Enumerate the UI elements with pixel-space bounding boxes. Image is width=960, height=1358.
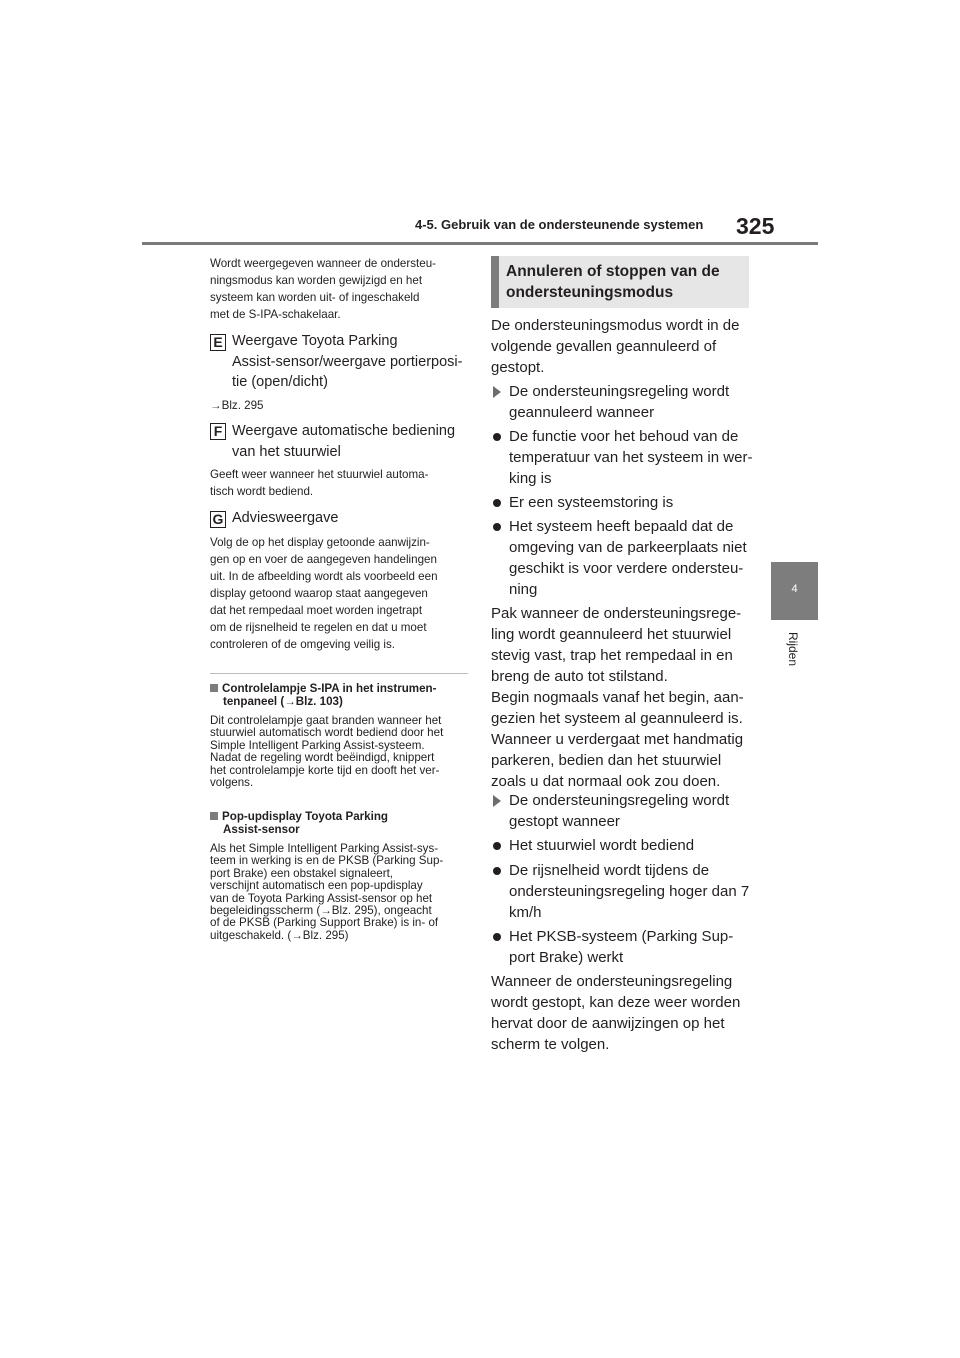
text-line: gezien het systeem al geannuleerd is. bbox=[491, 710, 743, 727]
text-line: geannuleerd wanneer bbox=[509, 404, 655, 421]
text-line: Assist-sensor/weergave portierposi- bbox=[232, 353, 463, 370]
dot-bullet-icon bbox=[493, 433, 501, 441]
chapter-label: Rijden bbox=[786, 632, 800, 667]
text-line: ningsmodus kan worden gewijzigd en het bbox=[210, 274, 423, 287]
text-line: Weergave Toyota Parking bbox=[232, 333, 398, 349]
triangle-bullet-icon bbox=[493, 795, 501, 807]
heading-line: Annuleren of stoppen van de bbox=[506, 263, 720, 280]
text-line: volgens. bbox=[210, 776, 254, 790]
callout-letter-g: G bbox=[210, 511, 226, 528]
text-line: Simple Intelligent Parking Assist-systeem. bbox=[210, 738, 425, 752]
text-line: Volg de op het display getoonde aanwijzin- bbox=[210, 536, 430, 549]
text-line: De ondersteuningsmodus wordt in de bbox=[491, 317, 740, 334]
text-line: dat het rempedaal moet worden ingetrapt bbox=[210, 604, 423, 617]
text-line: uit. In de afbeelding wordt als voorbeeld een bbox=[210, 570, 438, 583]
text-line: omgeving van de parkeerplaats niet bbox=[509, 539, 747, 556]
note-s-ipa-indicator bbox=[210, 682, 470, 789]
text-line: controleren of de omgeving veilig is. bbox=[210, 638, 395, 651]
note-title-continued: tenpaneel (→Blz. 103) bbox=[223, 695, 343, 708]
stop-item bbox=[509, 835, 694, 856]
text-line: Dit controlelampje gaat branden wanneer het bbox=[210, 714, 442, 727]
cancel-item bbox=[509, 426, 752, 489]
cancel-heading bbox=[509, 381, 729, 423]
text-line: van het stuurwiel bbox=[232, 443, 341, 460]
section-title: 4-5. Gebruik van de ondersteunende systemen bbox=[415, 217, 704, 232]
text-line: uitgeschakeld. (→Blz. 295) bbox=[210, 928, 349, 942]
text-line: temperatuur van het systeem in wer- bbox=[509, 449, 753, 466]
dot-bullet-icon bbox=[493, 523, 501, 531]
callout-letter-e: E bbox=[210, 334, 226, 351]
text-line: geschikt is voor verdere ondersteu- bbox=[509, 560, 744, 577]
dot-bullet-icon bbox=[493, 933, 501, 941]
chapter-number: 4 bbox=[791, 583, 798, 595]
text-line: port Brake) een obstakel signaleert, bbox=[210, 866, 394, 880]
text-line: De ondersteuningsregeling wordt bbox=[509, 383, 730, 400]
text-line: zoals u dat normaal ook zou doen. bbox=[491, 773, 721, 790]
cancel-item bbox=[509, 492, 673, 513]
text-line: begeleidingsscherm (→Blz. 295), ongeacht bbox=[210, 904, 432, 918]
item-f-description bbox=[210, 466, 428, 500]
text-line: met de S-IPA-schakelaar. bbox=[210, 308, 341, 321]
text-line: om de rijsnelheid te regelen en dat u moet bbox=[210, 621, 427, 634]
text-line: stuurwiel automatisch wordt bediend door het bbox=[210, 726, 444, 740]
middle-paragraph bbox=[491, 603, 744, 792]
text-line: De functie voor het behoud van de bbox=[509, 428, 739, 445]
text-line: volgende gevallen geannuleerd of bbox=[491, 338, 717, 355]
text-line: Wordt weergegeven wanneer de ondersteu- bbox=[210, 257, 437, 270]
header-rule bbox=[142, 242, 818, 245]
text-line: king is bbox=[509, 470, 552, 487]
section-divider bbox=[210, 673, 468, 674]
stop-heading bbox=[509, 790, 729, 832]
text-line: De ondersteuningsregeling wordt bbox=[509, 792, 730, 809]
triangle-bullet-icon bbox=[493, 386, 501, 398]
text-line: systeem kan worden uit- of ingeschakeld bbox=[210, 291, 420, 304]
chapter-tab[interactable] bbox=[771, 562, 818, 620]
square-bullet-icon bbox=[210, 684, 218, 692]
text-line: Wanneer u verdergaat met handmatig bbox=[491, 731, 744, 748]
text-line: Geeft weer wanneer het stuurwiel automa- bbox=[210, 468, 429, 481]
text-line: van de Toyota Parking Assist-sensor op het bbox=[210, 891, 433, 905]
text-line: wordt gestopt, kan deze weer worden bbox=[491, 994, 741, 1011]
text-line: gestopt. bbox=[491, 359, 545, 376]
text-line: verschijnt automatisch een pop-updisplay bbox=[210, 879, 423, 893]
callout-letter-f: F bbox=[210, 423, 226, 440]
heading-accent-bar bbox=[491, 256, 499, 308]
text-line: gestopt wanneer bbox=[509, 813, 620, 830]
text-line: Als het Simple Intelligent Parking Assist-sys- bbox=[210, 842, 439, 855]
text-line: ning bbox=[509, 581, 538, 598]
text-line: Weergave automatische bediening bbox=[232, 423, 456, 439]
text-line: km/h bbox=[509, 904, 542, 921]
note-popup-display bbox=[210, 810, 470, 942]
page-number: 325 bbox=[736, 213, 775, 239]
text-line: port Brake) werkt bbox=[509, 949, 624, 966]
text-line: Wanneer de ondersteuningsregeling bbox=[491, 973, 733, 990]
text-line: parkeren, bedien dan het stuurwiel bbox=[491, 752, 722, 769]
text-line: Begin nogmaals vanaf het begin, aan- bbox=[491, 689, 744, 706]
section-heading bbox=[491, 256, 749, 308]
item-g-description bbox=[210, 534, 438, 653]
stop-item bbox=[509, 860, 749, 923]
text-line: ling wordt geannuleerd het stuurwiel bbox=[491, 626, 732, 643]
note-title-continued: Assist-sensor bbox=[223, 823, 300, 836]
item-e-title bbox=[232, 331, 462, 393]
stop-item bbox=[509, 926, 733, 968]
text-line: hervat door de aanwijzingen op het bbox=[491, 1015, 725, 1032]
dot-bullet-icon bbox=[493, 842, 501, 850]
text-line: Pak wanneer de ondersteuningsrege- bbox=[491, 605, 742, 622]
right-intro bbox=[491, 315, 739, 378]
dot-bullet-icon bbox=[493, 499, 501, 507]
text-line: ondersteuningsregeling hoger dan 7 bbox=[509, 883, 750, 900]
text-line: Nadat de regeling wordt beëindigd, knippert bbox=[210, 751, 435, 765]
text-line: stevig vast, trap het rempedaal in en bbox=[491, 647, 733, 664]
text-line: breng de auto tot stilstand. bbox=[491, 668, 668, 685]
item-g-title: Adviesweergave bbox=[232, 510, 339, 526]
note-title: Controlelampje S-IPA in het instrumen- bbox=[222, 682, 437, 695]
cancel-item bbox=[509, 516, 747, 600]
text-line: display getoond waarop staat aangegeven bbox=[210, 587, 428, 600]
text-line: Het stuurwiel wordt bediend bbox=[509, 837, 695, 854]
item-e-page-reference[interactable]: →Blz. 295 bbox=[210, 399, 264, 412]
heading-line: ondersteuningsmodus bbox=[506, 284, 674, 301]
text-line: Het systeem heeft bepaald dat de bbox=[509, 518, 734, 535]
text-line: het controlelampje korte tijd en dooft het ver- bbox=[210, 763, 440, 777]
text-line: teem in werking is en de PKSB (Parking Sup- bbox=[210, 854, 444, 868]
end-paragraph bbox=[491, 971, 740, 1055]
text-line: Er een systeemstoring is bbox=[509, 494, 674, 511]
item-f-title bbox=[232, 421, 455, 462]
text-line: Het PKSB-systeem (Parking Sup- bbox=[509, 928, 734, 945]
dot-bullet-icon bbox=[493, 867, 501, 875]
text-line: tie (open/dicht) bbox=[232, 374, 328, 390]
text-line: De rijsnelheid wordt tijdens de bbox=[509, 862, 710, 879]
intro-paragraph bbox=[210, 255, 436, 323]
text-line: tisch wordt bediend. bbox=[210, 485, 314, 498]
text-line: scherm te volgen. bbox=[491, 1036, 610, 1053]
square-bullet-icon bbox=[210, 812, 218, 820]
text-line: gen op en voer de aangegeven handelingen bbox=[210, 553, 437, 566]
note-title: Pop-updisplay Toyota Parking bbox=[222, 810, 388, 823]
text-line: of de PKSB (Parking Support Brake) is in- of bbox=[210, 916, 439, 930]
